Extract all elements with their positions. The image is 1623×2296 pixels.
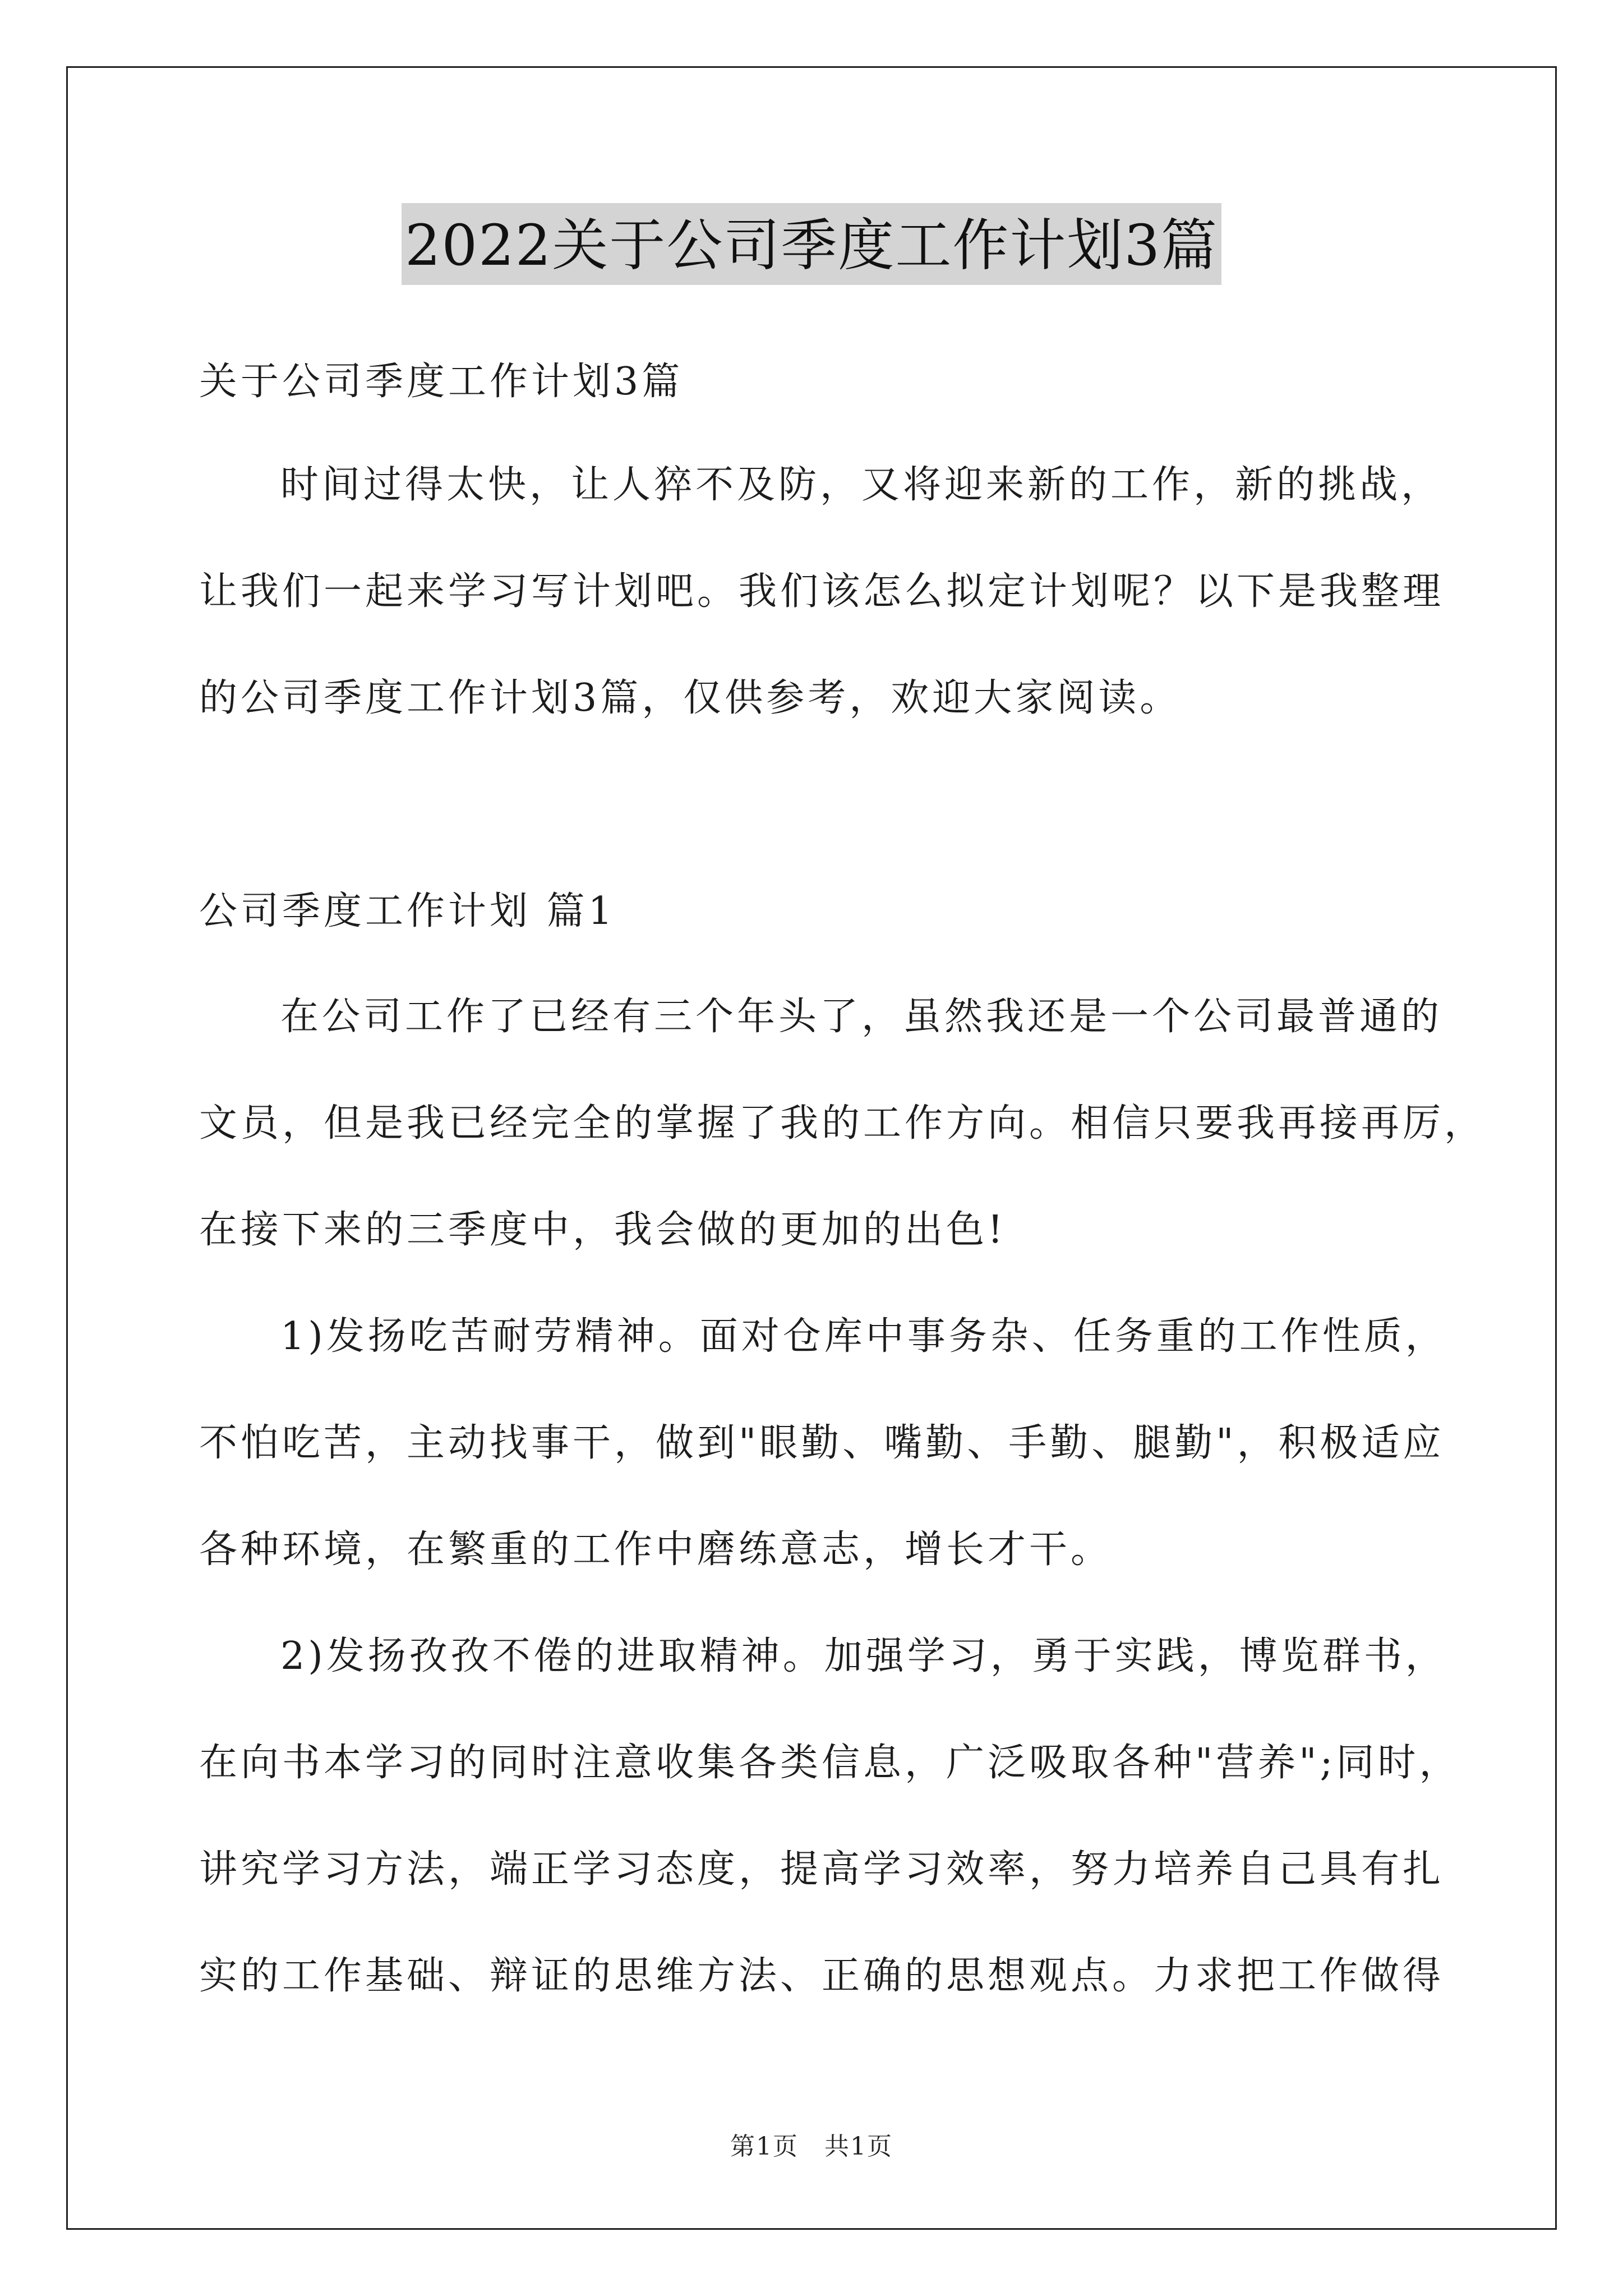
page-number: 第1页 共1页 [730, 2132, 893, 2161]
section-line-4: 1)发扬吃苦耐劳精神。面对仓库中事务杂、任务重的工作性质， [280, 1314, 1447, 1359]
section-line-3: 在接下来的三季度中，我会做的更加的出色! [199, 1208, 1007, 1252]
section-line-6: 各种环境，在繁重的工作中磨练意志，增长才干。 [199, 1527, 1113, 1572]
title-container [0, 203, 1623, 285]
section-line-10: 实的工作基础、辩证的思维方法、正确的思想观点。力求把工作做得 [199, 1954, 1445, 1998]
section-heading: 公司季度工作计划 篇1 [199, 889, 616, 933]
intro-line-1: 时间过得太快，让人猝不及防，又将迎来新的工作，新的挑战， [280, 463, 1443, 507]
section-line-2: 文员，但是我已经完全的掌握了我的工作方向。相信只要我再接再厉， [199, 1101, 1486, 1145]
intro-line-3: 的公司季度工作计划3篇，仅供参考，欢迎大家阅读。 [199, 676, 1182, 720]
section-line-7: 2)发扬孜孜不倦的进取精神。加强学习，勇于实践，博览群书， [280, 1634, 1447, 1678]
document-title: 2022关于公司季度工作计划3篇 [402, 203, 1221, 285]
section-line-8: 在向书本学习的同时注意收集各类信息，广泛吸取各种"营养";同时， [199, 1741, 1461, 1785]
intro-line-2: 让我们一起来学习写计划吧。我们该怎么拟定计划呢？以下是我整理 [199, 569, 1445, 614]
section-line-1: 在公司工作了已经有三个年头了，虽然我还是一个公司最普通的 [280, 995, 1443, 1039]
section-line-5: 不怕吃苦，主动找事干，做到"眼勤、嘴勤、手勤、腿勤"，积极适应 [199, 1421, 1445, 1465]
document-subtitle: 关于公司季度工作计划3篇 [199, 360, 684, 404]
section-line-9: 讲究学习方法，端正学习态度，提高学习效率，努力培养自己具有扎 [199, 1847, 1445, 1892]
